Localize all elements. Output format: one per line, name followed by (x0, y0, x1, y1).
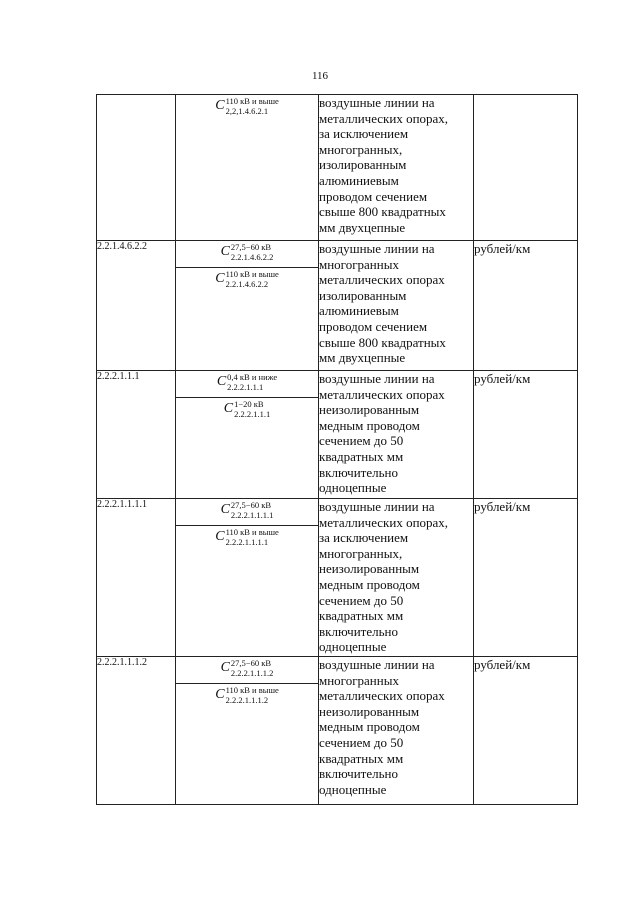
description-line: воздушные линии на (319, 499, 435, 514)
rate-symbol (176, 499, 318, 519)
symbol-subscript: 2.2.2.1.1.1.1 (230, 509, 274, 520)
symbol-letter: C (220, 502, 230, 517)
symbol-superscript: 0,4 кВ и ниже (227, 372, 278, 382)
rate-symbol (176, 371, 318, 391)
row-description (319, 657, 474, 805)
description-line: сечением до 50 (319, 592, 404, 608)
description-line: включительно (319, 464, 398, 480)
symbol-letter: C (223, 401, 234, 416)
row-unit: рублей/км (474, 499, 578, 657)
description-line: многогранных (319, 672, 399, 688)
rate-symbol (176, 241, 318, 261)
description-line: за исключением (319, 126, 409, 142)
description-line: проводом сечением (319, 188, 428, 204)
symbol-subscript: 2.2.1.4.6.2.2 (225, 278, 269, 289)
description-line: медным проводом (319, 719, 420, 735)
description-line: металлических опорах (319, 386, 445, 402)
row-description (319, 499, 474, 657)
description-line: за исключением (319, 530, 409, 546)
symbol-letter: C (220, 244, 230, 259)
description-line: квадратных мм (319, 608, 404, 624)
page-number: 116 (311, 70, 329, 82)
rate-symbol (176, 397, 318, 418)
table-row (97, 657, 578, 805)
description-line: мм двухцепные (319, 219, 406, 235)
description-line: одноцепные (319, 480, 387, 496)
description-line: квадратных мм (319, 448, 404, 464)
description-line: металлических опорах, (319, 514, 449, 530)
description-line: одноцепные (319, 639, 387, 655)
description-line: многогранных, (319, 141, 403, 157)
description-line: алюминиевым (319, 303, 399, 319)
row-code (97, 95, 176, 241)
symbol-letter: C (216, 374, 227, 389)
symbol-superscript: 27,5−60 кВ (230, 500, 272, 510)
description-line: изолированным (319, 157, 407, 173)
rate-symbols (176, 241, 319, 371)
symbol-subscript: 2.2.2.1.1.1 (227, 381, 264, 392)
table-row (97, 95, 578, 241)
description-line: медным проводом (319, 576, 420, 592)
description-line: металлических опорах (319, 688, 445, 704)
description-line: квадратных мм (319, 750, 404, 766)
symbol-subscript: 2.2.2.1.1.1 (234, 408, 271, 419)
table-row (97, 499, 578, 657)
symbol-subscript: 2.2.2.1.1.1.1 (225, 536, 269, 547)
rate-symbol (176, 525, 318, 546)
row-code: 2.2.1.4.6.2.2 (97, 241, 176, 371)
symbol-superscript: 110 кВ и выше (225, 269, 279, 279)
table-row (97, 371, 578, 499)
rate-symbols (176, 499, 319, 657)
description-line: включительно (319, 766, 398, 782)
description-line: неизолированным (319, 402, 420, 418)
rate-symbol (176, 267, 318, 288)
row-code: 2.2.2.1.1.1.1 (97, 499, 176, 657)
symbol-subscript: 2.2.2.1.1.1.2 (230, 667, 274, 678)
symbol-superscript: 110 кВ и выше (225, 96, 279, 106)
description-line: свыше 800 квадратных (319, 334, 446, 350)
symbol-superscript: 110 кВ и выше (225, 527, 279, 537)
rate-symbol (176, 657, 318, 677)
symbol-subscript: 2.2.2.1.1.1.2 (225, 694, 269, 705)
description-line: неизолированным (319, 703, 420, 719)
row-description (319, 241, 474, 371)
rates-table (96, 94, 578, 805)
description-line: одноцепные (319, 781, 387, 797)
description-line: воздушные линии на (319, 657, 435, 672)
row-code: 2.2.2.1.1.1 (97, 371, 176, 499)
rate-symbols (176, 371, 319, 499)
symbol-letter: C (215, 687, 225, 702)
description-line: алюминиевым (319, 172, 399, 188)
symbol-superscript: 1−20 кВ (234, 399, 264, 409)
description-line: воздушные линии на (319, 371, 435, 386)
description-line: свыше 800 квадратных (319, 204, 446, 220)
table-row (97, 241, 578, 371)
row-unit: рублей/км (474, 657, 578, 805)
symbol-subscript: 2,2,1.4.6.2.1 (225, 105, 269, 116)
rate-symbols (176, 657, 319, 805)
description-line: воздушные линии на (319, 241, 435, 256)
description-line: проводом сечением (319, 318, 428, 334)
description-line: металлических опорах (319, 272, 445, 288)
description-line: многогранных (319, 256, 399, 272)
rate-symbol (176, 95, 318, 115)
row-unit: рублей/км (474, 371, 578, 499)
symbol-subscript: 2.2.1.4.6.2.2 (230, 251, 274, 262)
description-line: медным проводом (319, 417, 420, 433)
symbol-letter: C (215, 98, 225, 113)
description-line: многогранных, (319, 545, 403, 561)
description-line: металлических опорах, (319, 110, 449, 126)
row-code: 2.2.2.1.1.1.2 (97, 657, 176, 805)
description-line: изолированным (319, 287, 407, 303)
description-line: неизолированным (319, 561, 420, 577)
row-description (319, 371, 474, 499)
symbol-letter: C (220, 660, 230, 675)
description-line: мм двухцепные (319, 350, 406, 366)
description-line: воздушные линии на (319, 95, 435, 110)
description-line: сечением до 50 (319, 734, 404, 750)
rate-symbols (176, 95, 319, 241)
description-line: включительно (319, 623, 398, 639)
row-unit: рублей/км (474, 241, 578, 371)
row-description (319, 95, 474, 241)
row-unit (474, 95, 578, 241)
symbol-superscript: 110 кВ и выше (225, 685, 279, 695)
symbol-letter: C (215, 271, 225, 286)
symbol-superscript: 27,5−60 кВ (230, 658, 272, 668)
symbol-superscript: 27,5−60 кВ (230, 242, 272, 252)
description-line: сечением до 50 (319, 433, 404, 449)
symbol-letter: C (215, 529, 225, 544)
rate-symbol (176, 683, 318, 704)
